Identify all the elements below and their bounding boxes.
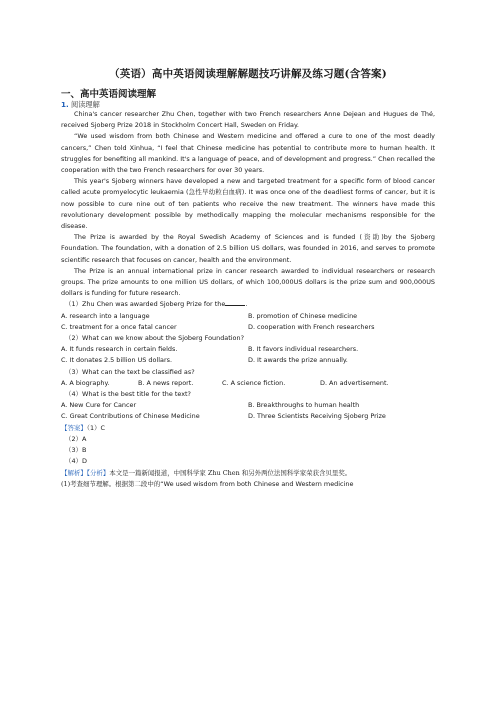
option-a: A. A biography. bbox=[61, 378, 110, 387]
passage-paragraph: This year's Sjoberg winners have developed a new and targeted treatment for a specific form of blood cancer called acute promyelocytic leukaemia (急性早幼粒白血病). It was once one of the deadliest forms of cancer, but it is now possible to cure nine out of ten patients who receive the new treatment. The winners have made this revolutionary development possible by methodically mapping the molecular mechanisms responsible for the disease. bbox=[61, 177, 435, 231]
option-c: C. It donates 2.5 billion US dollars. bbox=[61, 356, 173, 365]
passage-paragraph: The Prize is an annual international prize in cancer research awarded to individual researchers or research groups. The prize amounts to one million US dollars, of which 100,000US dollars is the prize sum and 900,000US dollars is funding for future research. bbox=[61, 266, 435, 298]
option-c: C. treatment for a once fatal cancer bbox=[61, 322, 177, 331]
passage-paragraph: China's cancer researcher Zhu Chen, together with two French researchers Anne Dejean and Hugues de Thé, received Sjoberg Prize 2018 in Stockholm Concert Hall, Sweden on Friday. bbox=[61, 110, 435, 130]
question-stem: （3）What can the text be classified as? bbox=[65, 367, 195, 376]
option-c: C. Great Contributions of Chinese Medicine bbox=[61, 412, 200, 421]
passage-paragraph: The Prize is awarded by the Royal Swedish Academy of Sciences and is funded (资助)by the Sjoberg Foundation. The foundation, with a donation of 2.5 billion US dollars, was founded in 2016, and serves to promote scientific research that focuses on cancer, health and the environment. bbox=[61, 233, 435, 264]
option-a: A. New Cure for Cancer bbox=[61, 401, 137, 410]
option-d: D. Three Scientists Receiving Sjoberg Prize bbox=[248, 412, 386, 421]
option-b: B. Breakthroughs to human health bbox=[248, 401, 360, 410]
option-a: A. research into a language bbox=[61, 311, 150, 320]
question-stem: （2）What can we know about the Sjoberg Foundation? bbox=[65, 334, 244, 343]
option-row bbox=[61, 411, 435, 422]
option-row bbox=[61, 322, 435, 333]
option-d: D. It awards the prize annually. bbox=[248, 356, 348, 365]
question-number: 1. bbox=[61, 100, 69, 109]
analysis-tag: 【分析】 bbox=[86, 468, 110, 477]
option-row bbox=[61, 400, 435, 411]
answer-key-label: 【答案】 bbox=[61, 423, 87, 432]
answer-blank bbox=[225, 299, 245, 306]
passage-body bbox=[61, 109, 435, 490]
answer-item: （3）B bbox=[65, 446, 87, 455]
answer-item: （2）A bbox=[65, 434, 87, 443]
document-title: （英语）高中英语阅读理解解题技巧讲解及练习题(含答案) bbox=[109, 68, 387, 80]
section-heading: 一、高中英语阅读理解 bbox=[61, 89, 157, 100]
option-a: A. It funds research in certain fields. bbox=[61, 345, 178, 354]
answer-item: （4）D bbox=[65, 457, 87, 466]
option-d: D. cooperation with French researchers bbox=[248, 322, 375, 331]
answer-key bbox=[61, 423, 435, 434]
option-row bbox=[61, 378, 435, 389]
option-row bbox=[61, 311, 435, 322]
option-row bbox=[61, 344, 435, 355]
question-label: 阅读理解 bbox=[71, 100, 100, 109]
question-stem: （4）What is the best title for the text? bbox=[65, 390, 191, 399]
question-stem: （1）Zhu Chen was awarded Sjoberg Prize for the . bbox=[65, 300, 248, 309]
option-b: B. promotion of Chinese medicine bbox=[248, 311, 358, 320]
passage-paragraph: “We used wisdom from both Chinese and Western medicine and offered a cure to one of the most deadly cancers,” Chen told Xinhua, “I feel that Chinese medicine has potential to contribute more to human health. It struggles for benefiting all mankind. It's a language of peace, and of development and progress.” Chen recalled the cooperation with the two French researchers for over 30 years. bbox=[61, 132, 435, 175]
answer-item: （1）C bbox=[86, 423, 106, 432]
explanation-detail: (1)考查细节理解。根据第二段中的“We used wisdom from both Chinese and Western medicine bbox=[61, 479, 354, 488]
explanation bbox=[61, 468, 435, 479]
option-d: D. An advertisement. bbox=[320, 378, 389, 387]
option-c: C. A science fiction. bbox=[222, 378, 286, 387]
explanation-label: 【解析】 bbox=[61, 468, 87, 477]
option-row bbox=[61, 355, 435, 366]
option-b: B. It favors individual researchers. bbox=[248, 345, 359, 354]
option-b: B. A news report. bbox=[138, 378, 194, 387]
explanation-text: 本文是一篇新闻报道，中国科学家 Zhu Chen 和另外两位法国科学家荣获含贝里奖。 bbox=[109, 468, 352, 477]
